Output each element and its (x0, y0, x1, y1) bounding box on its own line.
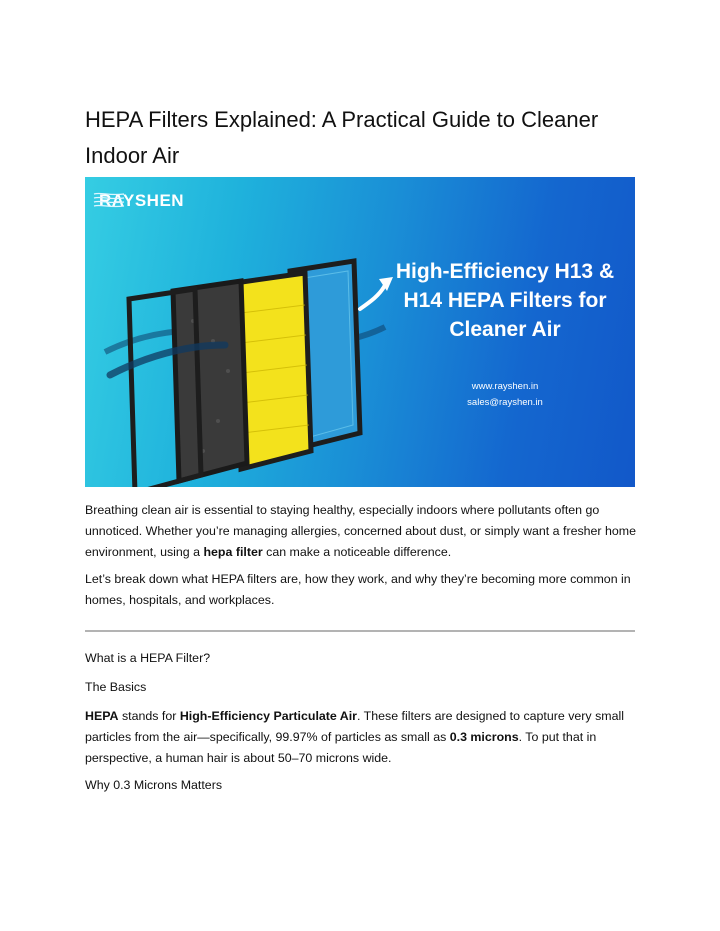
next-section-heading: Why 0.3 Microns Matters (85, 778, 223, 792)
brand-name: RAYSHEN (99, 191, 185, 210)
basics-text-3: . To put that in perspective, a human hair is about 50–70 microns wide. (85, 730, 597, 765)
rayshen-logo-icon (93, 191, 125, 209)
micron-size: 0.3 microns (449, 730, 519, 744)
intro-paragraph-1 (85, 500, 645, 563)
section-heading: What is a HEPA Filter? (85, 651, 211, 665)
hepa-definition: High-Efficiency Particulate Air (179, 709, 357, 723)
banner-email: sales@rayshen.in (467, 397, 543, 408)
banner-website: www.rayshen.in (471, 381, 539, 392)
intro-text-end: can make a noticeable difference. (262, 545, 452, 559)
basics-paragraph (85, 706, 645, 769)
subsection-heading: The Basics (85, 680, 147, 694)
hepa-filter-term: hepa filter (203, 545, 263, 559)
section-divider (85, 630, 635, 632)
basics-text-2: . These filters are designed to capture very small particles from the air—specifically, 99.97% of particles as small as (85, 709, 624, 744)
brand-logo (93, 191, 184, 211)
basics-text-1: stands for (118, 709, 180, 723)
hepa-term: HEPA (85, 709, 119, 723)
intro-paragraph-2: Let’s break down what HEPA filters are, how they work, and why they’re becoming more common in homes, hospitals, and workplaces. (85, 572, 631, 607)
page-title: HEPA Filters Explained: A Practical Guide to Cleaner Indoor Air (85, 107, 599, 168)
hero-banner-image (85, 177, 635, 487)
banner-contact (385, 379, 625, 411)
banner-headline: High-Efficiency H13 & H14 HEPA Filters for Cleaner Air (395, 260, 615, 341)
intro-text: Breathing clean air is essential to staying healthy, especially indoors where pollutants often go unnoticed. Whether you’re managing allergies, concerned about dust, or simply want a fresher home environment, using a (85, 503, 636, 559)
